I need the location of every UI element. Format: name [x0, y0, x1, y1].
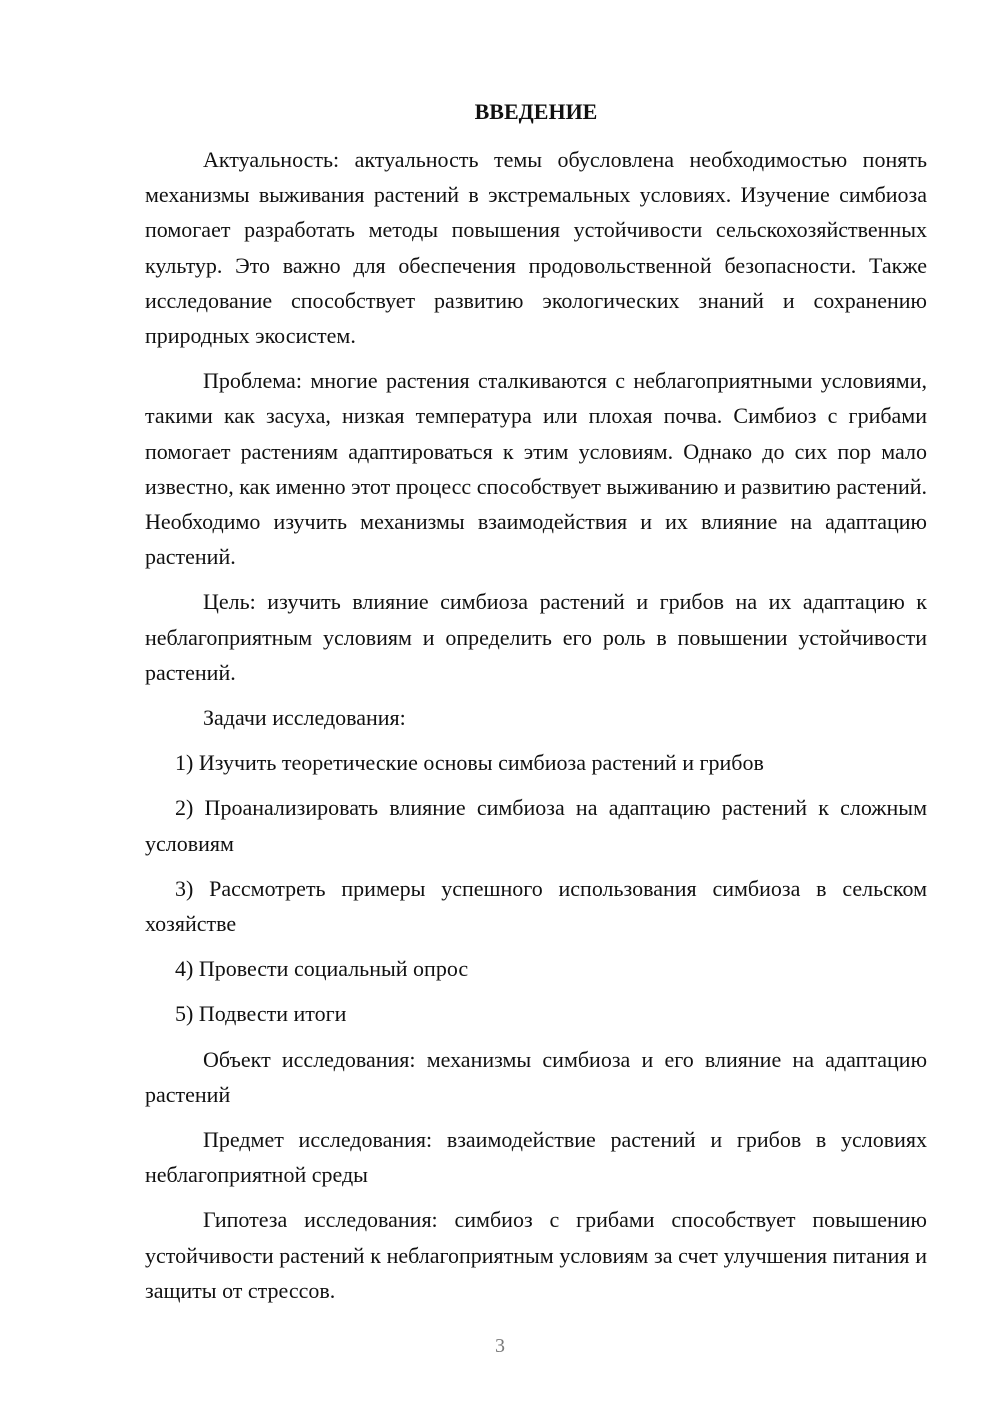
task-item-2: 2) Проанализировать влияние симбиоза на адаптацию растений к сложным условиям	[145, 795, 927, 856]
task-item-3: 3) Рассмотреть примеры успешного использования симбиоза в сельском хозяйстве	[145, 875, 927, 937]
problem-paragraph: Проблема: многие растения сталкиваются с неблагоприятными условиями, такими как засуха, низкая температура или плохая почва. Симбиоз с грибами помогает растениям адаптироваться к этим условиям. Однако до сих пор мало известно, как именно этот процесс способствует выживанию и развитию растений. Необходимо изучить механизмы взаимодействия и их влияние на адаптацию растений.	[145, 368, 927, 570]
subject-paragraph: Предмет исследования: взаимодействие растений и грибов в условиях неблагоприятной среды	[145, 1127, 927, 1188]
page-number: 3	[495, 1335, 505, 1357]
tasks-heading: Задачи исследования:	[203, 705, 406, 731]
hypothesis-paragraph: Гипотеза исследования: симбиоз с грибами способствует повышению устойчивости растений к неблагоприятным условиям за счет улучшения питания и защиты от стрессов.	[145, 1207, 927, 1303]
task-item-4: 4) Провести социальный опрос	[175, 956, 469, 982]
object-paragraph: Объект исследования: механизмы симбиоза и его влияние на адаптацию растений	[145, 1046, 927, 1107]
document-body	[145, 142, 927, 1318]
task-item-1: 1) Изучить теоретические основы симбиоза растений и грибов	[175, 750, 764, 776]
goal-paragraph: Цель: изучить влияние симбиоза растений и грибов на их адаптацию к неблагоприятным условиям и определить его роль в повышении устойчивости растений.	[145, 589, 927, 685]
task-item-5: 5) Подвести итоги	[175, 1001, 347, 1027]
page-title: ВВЕДЕНИЕ	[474, 99, 598, 124]
relevance-paragraph: Актуальность: актуальность темы обусловлена необходимостью понять механизмы выживания растений в экстремальных условиях. Изучение симбиоза помогает разработать методы повышения устойчивости сельскохозяйственных культур. Это важно для обеспечения продовольственной безопасности. Также исследование способствует развитию экологических знаний и сохранению природных экосистем.	[145, 147, 927, 349]
